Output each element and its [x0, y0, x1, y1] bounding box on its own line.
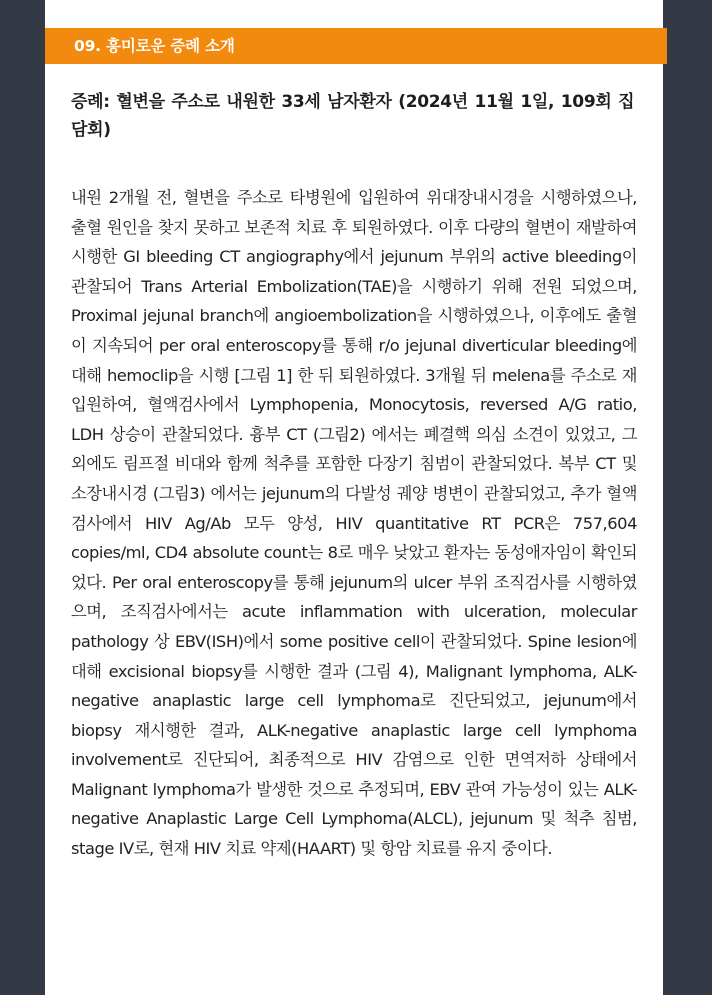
case-title: 증례: 혈변을 주소로 내원한 33세 남자환자 (2024년 11월 1일, 109회 집담회) — [71, 92, 635, 140]
case-body-paragraph: 내원 2개월 전, 혈변을 주소로 타병원에 입원하여 위대장내시경을 시행하였으나, 출혈 원인을 찾지 못하고 보존적 치료 후 퇴원하였다. 이후 다량의 혈변이 재발하여 시행한 GI bleeding CT angiography에서 jejunum 부위의 active bleeding이 관찰되어 Trans Arterial Embolization(TAE)을 시행하기 위해 전원 되었으며, Proximal jejunal branch에 angioembolization을 시행하였으나, 이후에도 출혈이 지속되어 per oral enteroscopy를 통해 r/o jejunal diverticular bleeding에 대해 hemoclip을 시행 [그림 1] 한 뒤 퇴원하였다. 3개월 뒤 melena를 주소로 재입원하여, 혈액검사에서 Lymphopenia, Monocytosis, reversed A/G ratio, LDH 상승이 관찰되었다. 흉부 CT (그림2) 에서는 폐결핵 의심 소견이 있었고, 그 외에도 림프절 비대와 함께 척추를 포함한 다장기 침범이 관찰되었다. 복부 CT 및 소장내시경 (그림3) 에서는 jejunum의 다발성 궤양 병변이 관찰되었고, 추가 혈액검사에서 HIV Ag/Ab 모두 양성, HIV quantitative RT PCR은 757,604 copies/ml, CD4 absolute count는 8로 매우 낮았고 환자는 동성애자임이 확인되었다. Per oral enteroscopy를 통해 jejunum의 ulcer 부위 조직검사를 시행하였으며, 조직검사에서는 acute inflammation with ulceration, molecular pathology 상 EBV(ISH)에서 some positive cell이 관찰되었다. Spine lesion에 대해 excisional biopsy를 시행한 결과 (그림 4), Malignant lymphoma, ALK-negative anaplastic large cell lymphoma로 진단되었고, jejunum에서 biopsy 재시행한 결과, ALK-negative anaplastic large cell lymphoma involvement로 진단되어, 최종적으로 HIV 감염으로 인한 면역저하 상태에서 Malignant lymphoma가 발생한 것으로 추정되며, EBV 관여 가능성이 있는 ALK-negative Anaplastic Large Cell Lymphoma(ALCL), jejunum 및 척추 침범, stage IV로, 현재 HIV 치료 약제(HAART) 및 항암 치료를 유지 중이다. — [71, 188, 637, 859]
document-page — [45, 0, 663, 995]
case-description — [71, 183, 637, 864]
section-header: 09. 흥미로운 증례 소개 — [45, 28, 667, 64]
